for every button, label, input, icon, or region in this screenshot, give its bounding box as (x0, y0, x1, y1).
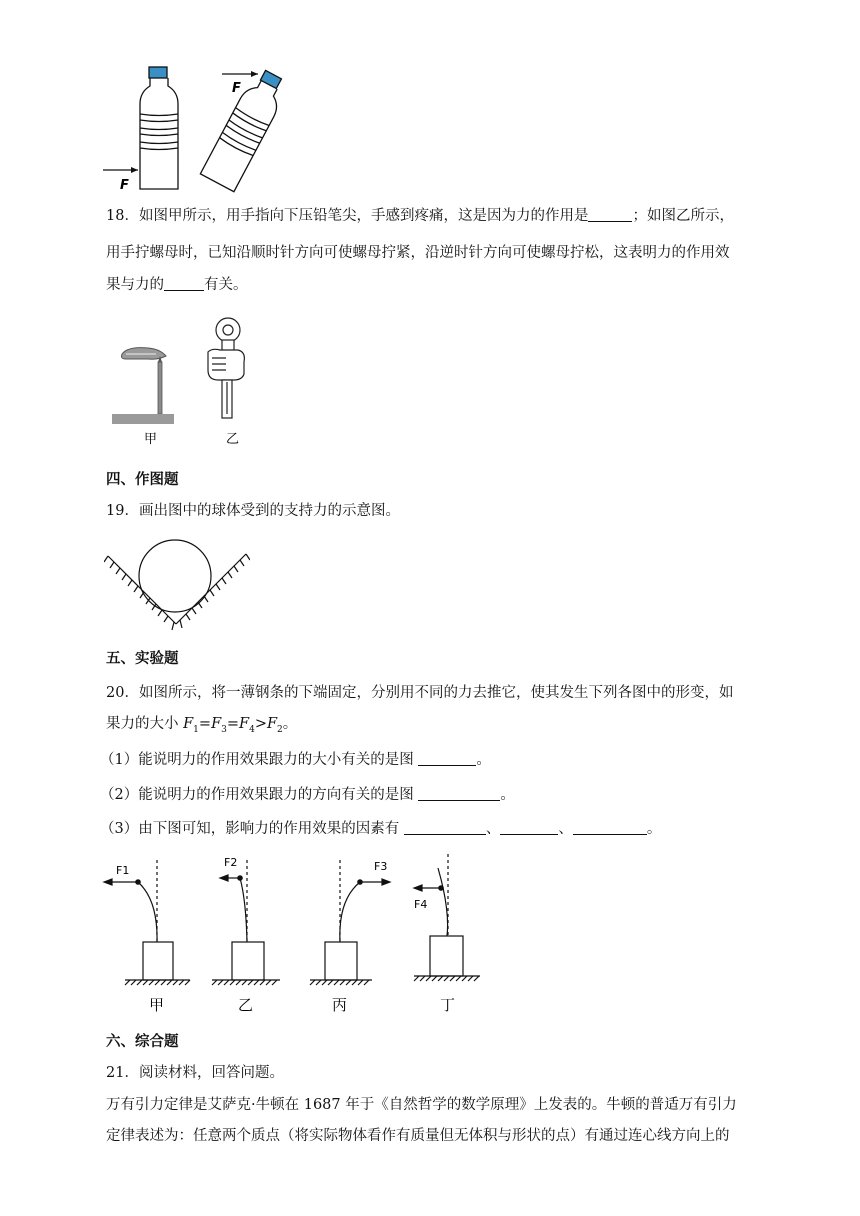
force-label-f1: F1 (116, 864, 130, 877)
ball (139, 540, 211, 612)
pencil-wrench-figure (108, 312, 258, 450)
q20-sub1: （1）能说明力的作用效果跟力的大小有关的是图 。 (100, 752, 491, 768)
force-label-f3: F3 (374, 860, 388, 873)
ball-v-figure (104, 534, 250, 634)
force-label-f-top: F (232, 81, 241, 96)
strip-yi (212, 860, 280, 985)
fig-label-jia-20: 甲 (149, 996, 165, 1014)
q18-line3: 果与力的 有关。 (106, 277, 248, 293)
fig-label-ding-20: 丁 (440, 996, 456, 1014)
fig-label-jia: 甲 (144, 432, 158, 447)
q18-blank-2[interactable] (164, 276, 204, 291)
section-5-title: 五、实验题 (106, 651, 179, 667)
upright-bottle (140, 67, 178, 189)
steel-strip-figure (100, 850, 490, 1020)
force-label-f4: F4 (414, 898, 428, 911)
tilted-bottle (200, 66, 291, 192)
section-6-title: 六、综合题 (106, 1034, 179, 1050)
fig-label-yi-20: 乙 (238, 996, 254, 1014)
q19-text: 19．画出图中的球体受到的支持力的示意图。 (106, 503, 400, 519)
q18-blank-1[interactable] (588, 207, 632, 222)
hand-pencil (112, 348, 174, 424)
q20-blank-2[interactable] (418, 786, 500, 801)
fig-label-bing-20: 丙 (332, 996, 348, 1014)
q21-line3: 定律表述为：任意两个质点（将实际物体看作有质量但无体积与形状的点）有通过连心线方向上的 (106, 1128, 730, 1144)
q20-sub3: （3）由下图可知，影响力的作用效果的因素有 、 、 。 (100, 821, 662, 837)
strip-bing (310, 860, 390, 985)
section-4-title: 四、作图题 (106, 472, 179, 488)
q20-blank-4[interactable] (500, 820, 558, 835)
q20-line1: 20．如图所示，将一薄钢条的下端固定，分别用不同的力去推它，使其发生下列各图中的形变，如 (106, 685, 734, 701)
q20-sub2: （2）能说明力的作用效果跟力的方向有关的是图 。 (100, 787, 515, 803)
hand-wrench (208, 318, 244, 418)
strip-ding (414, 854, 480, 981)
force-label-f: F (120, 178, 129, 193)
q18-line2: 用手拧螺母时，已知沿顺时针方向可使螺母拧紧，沿逆时针方向可使螺母拧松，这表明力的作用效 (106, 245, 730, 261)
q18-line1: 18．如图甲所示，用手指向下压铅笔尖，手感到疼痛，这是因为力的作用是 ；如图乙所示， (106, 208, 734, 224)
force-label-f2: F2 (224, 856, 238, 869)
q20-blank-5[interactable] (573, 820, 647, 835)
fig-label-yi: 乙 (226, 432, 240, 447)
bottle-figure (98, 62, 298, 194)
q20-blank-3[interactable] (404, 820, 486, 835)
q21-line2: 万有引力定律是艾萨克·牛顿在 1687 年于《自然哲学的数学原理》上发表的。牛顿的普适万有引力 (106, 1097, 737, 1113)
q21-line1: 21．阅读材料，回答问题。 (106, 1065, 284, 1081)
q20-line2: 果力的大小 $F_1=F_3=F_4>F_2$。 (106, 716, 298, 735)
q20-blank-1[interactable] (418, 751, 476, 766)
strip-jia (104, 860, 190, 985)
